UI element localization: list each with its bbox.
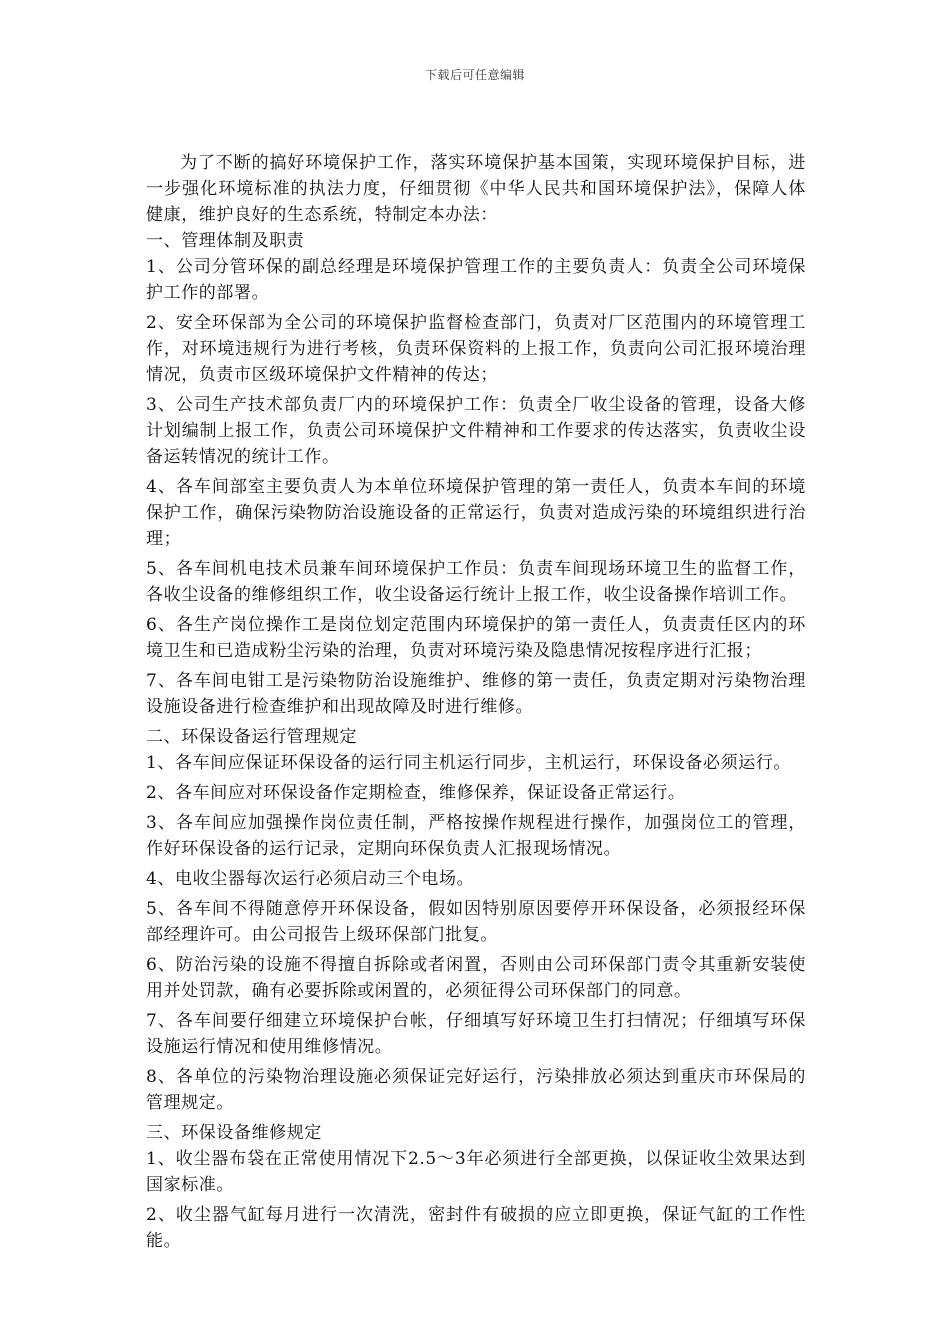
section3-item-1: 1、收尘器布袋在正常使用情况下2.5～3年必须进行全部更换，以保证收尘效果达到国家标准。 (146, 1149, 806, 1195)
section2-item-5: 5、各车间不得随意停开环保设备，假如因特别原因要停开环保设备，必须报经环保部经理许可。由公司报告上级环保部门批复。 (146, 899, 806, 945)
section1-item-3: 3、公司生产技术部负责厂内的环境保护工作：负责全厂收尘设备的管理，设备大修计划编制上报工作，负责公司环境保护文件精神和工作要求的传达落实，负责收尘设备运转情况的统计工作。 (146, 395, 806, 467)
document-body (146, 150, 806, 1258)
section1-item-2: 2、安全环保部为全公司的环境保护监督检查部门，负责对厂区范围内的环境管理工作，对环境违规行为进行考核，负责环保资料的上报工作，负责向公司汇报环境治理情况，负责市区级环境保护文件精神的传达； (146, 313, 806, 385)
section2-item-6: 6、防治污染的设施不得擅自拆除或者闲置，否则由公司环保部门责令其重新安装使用并处罚款，确有必要拆除或闲置的，必须征得公司环保部门的同意。 (146, 955, 806, 1001)
intro-paragraph: 为了不断的搞好环境保护工作，落实环境保护基本国策，实现环境保护目标，进一步强化环境标准的执法力度，仔细贯彻《中华人民共和国环境保护法》，保障人体健康，维护良好的生态系统，特制定本办法： (146, 153, 806, 225)
section1-item-6: 6、各生产岗位操作工是岗位划定范围内环境保护的第一责任人，负责责任区内的环境卫生和已造成粉尘污染的治理，负责对环境污染及隐患情况按程序进行汇报； (146, 615, 806, 661)
section2-item-2: 2、各车间应对环保设备作定期检查，维修保养，保证设备正常运行。 (146, 783, 686, 803)
section1-item-4: 4、各车间部室主要负责人为本单位环境保护管理的第一责任人，负责本车间的环境保护工作，确保污染物防治设施设备的正常运行，负责对造成污染的环境组织进行治理； (146, 477, 806, 549)
section2-item-7: 7、各车间要仔细建立环境保护台帐，仔细填写好环境卫生打扫情况；仔细填写环保设施运行情况和使用维修情况。 (146, 1011, 806, 1057)
section3-item-2: 2、收尘器气缸每月进行一次清洗，密封件有破损的应立即更换，保证气缸的工作性能。 (146, 1205, 806, 1251)
section-heading-1: 一、管理体制及职责 (146, 231, 305, 251)
section1-item-1: 1、公司分管环保的副总经理是环境保护管理工作的主要负责人：负责全公司环境保护工作的部署。 (146, 257, 806, 303)
section1-item-5: 5、各车间机电技术员兼车间环境保护工作员：负责车间现场环境卫生的监督工作，各收尘设备的维修组织工作，收尘设备运行统计上报工作，收尘设备操作培训工作。 (146, 559, 806, 605)
page-header-note: 下载后可任意编辑 (424, 68, 525, 82)
section-heading-2: 二、环保设备运行管理规定 (146, 727, 358, 747)
section2-item-4: 4、电收尘器每次运行必须启动三个电场。 (146, 869, 475, 889)
section2-item-1: 1、各车间应保证环保设备的运行同主机运行同步，主机运行，环保设备必须运行。 (146, 753, 792, 773)
section2-item-8: 8、各单位的污染物治理设施必须保证完好运行，污染排放必须达到重庆市环保局的管理规定。 (146, 1067, 806, 1113)
section-heading-3: 三、环保设备维修规定 (146, 1123, 322, 1143)
section1-item-7: 7、各车间电钳工是污染物防治设施维护、维修的第一责任，负责定期对污染物治理设施设备进行检查维护和出现故障及时进行维修。 (146, 671, 806, 717)
section2-item-3: 3、各车间应加强操作岗位责任制，严格按操作规程进行操作，加强岗位工的管理，作好环保设备的运行记录，定期向环保负责人汇报现场情况。 (146, 813, 806, 859)
